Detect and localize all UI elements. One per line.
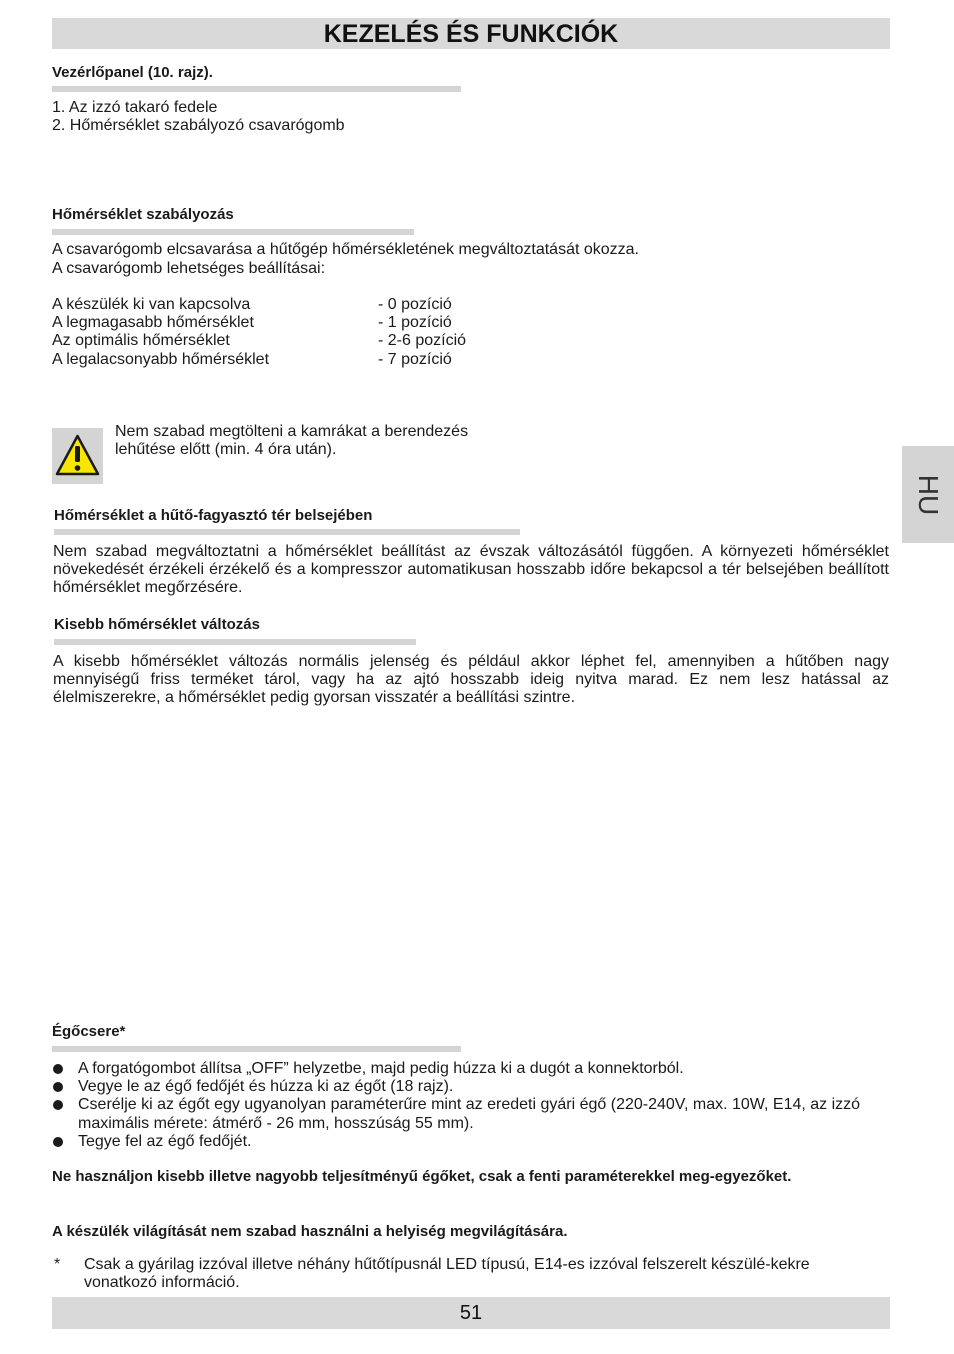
- section-rule: [52, 1046, 461, 1052]
- position-value: - 0 pozíció: [378, 296, 452, 313]
- position-label: Az optimális hőmérséklet: [52, 332, 230, 349]
- list-item: [52, 1133, 892, 1151]
- control-panel-heading: Vezérlőpanel (10. rajz).: [52, 64, 213, 81]
- control-panel-item: 2. Hőmérséklet szabályozó csavarógomb: [52, 117, 345, 134]
- bullet-dot-icon: [53, 1137, 63, 1147]
- language-tab: [902, 446, 954, 543]
- bulb-warning-bold: Ne használjon kisebb illetve nagyobb teljesítményű égőket, csak a fenti paraméterekkel meg-egyezőket.: [52, 1168, 792, 1185]
- list-item-text: A forgatógombot állítsa „OFF” helyzetbe, majd pedig húzza ki a dugót a konnektorból.: [78, 1060, 684, 1077]
- position-value: - 1 pozíció: [378, 314, 452, 331]
- page-title: KEZELÉS ÉS FUNKCIÓK: [52, 18, 890, 49]
- position-value: - 2-6 pozíció: [378, 332, 467, 349]
- warning-box: [52, 428, 103, 484]
- section-rule: [52, 229, 414, 235]
- small-change-text: A kisebb hőmérséklet változás normális jelenség és például akkor léphet fel, amennyiben a hűtőben nagy mennyiségű friss terméket tárol, vagy ha az ajtó hosszabb ideig nyitva marad. Ez nem lesz hatással az élelmiszerekre, a hőmérséklet pedig gyorsan visszatér a beállítási szintre.: [53, 653, 889, 707]
- position-label: A legmagasabb hőmérséklet: [52, 314, 254, 331]
- position-label: A készülék ki van kapcsolva: [52, 296, 251, 313]
- warning-text: Nem szabad megtölteni a kamrákat a berendezés: [115, 423, 469, 440]
- page-number: 51: [52, 1297, 890, 1329]
- list-item: [52, 1096, 864, 1132]
- list-item: [52, 1060, 892, 1078]
- section-rule: [54, 529, 520, 535]
- bulb-heading: Égőcsere*: [52, 1023, 126, 1040]
- list-item-text: Tegye fel az égő fedőjét.: [78, 1132, 252, 1150]
- temp-control-text: A csavarógomb lehetséges beállításai:: [52, 260, 326, 277]
- list-item: [52, 1078, 892, 1096]
- language-tab-label: HU: [913, 474, 944, 515]
- bulb-notice-bold: A készülék világítását nem szabad használni a helyiség megvilágítására.: [52, 1223, 568, 1240]
- temp-control-heading: Hőmérséklet szabályozás: [52, 206, 234, 223]
- list-item-text: Vegye le az égő fedőjét és húzza ki az égőt (18 rajz).: [78, 1078, 454, 1096]
- position-value: - 7 pozíció: [378, 351, 452, 368]
- position-label: A legalacsonyabb hőmérséklet: [52, 351, 270, 368]
- warning-text: lehűtése előtt (min. 4 óra után).: [115, 441, 337, 458]
- small-change-heading: Kisebb hőmérséklet változás: [54, 616, 260, 633]
- footnote-text: Csak a gyárilag izzóval illetve néhány hűtőtípusnál LED típusú, E14-es izzóval felszerelt készülé-kekre vonatkozó információ.: [84, 1256, 810, 1292]
- temp-control-text: A csavarógomb elcsavarása a hűtőgép hőmérsékletének megváltoztatását okozza.: [52, 241, 639, 258]
- bullet-dot-icon: [53, 1064, 63, 1074]
- inside-temp-heading: Hőmérséklet a hűtő-fagyasztó tér belsejében: [54, 507, 373, 524]
- bullet-dot-icon: [53, 1082, 63, 1092]
- footnote-mark: *: [54, 1256, 61, 1273]
- control-panel-item: 1. Az izzó takaró fedele: [52, 99, 218, 116]
- warning-triangle-icon: [52, 428, 103, 484]
- section-rule: [52, 86, 461, 92]
- section-rule: [54, 639, 416, 645]
- list-item-text: Cserélje ki az égőt egy ugyanolyan paraméterűre mint az eredeti gyári égő (220-240V, max. 10W, E14, az izzó maximális mérete: átmérő - 26 mm, hosszúság 55 mm).: [78, 1096, 861, 1132]
- bulb-steps-list: [52, 1060, 892, 1151]
- bullet-dot-icon: [53, 1100, 63, 1110]
- inside-temp-text: Nem szabad megváltoztatni a hőmérséklet beállítást az évszak változásától függően. A környezeti hőmérséklet növekedését érzékeli érzékelő és a kompresszor automatikusan hosszabb időre bekapcsol a tér belsejében beállított hőmérséklet megőrzésére.: [53, 543, 889, 597]
